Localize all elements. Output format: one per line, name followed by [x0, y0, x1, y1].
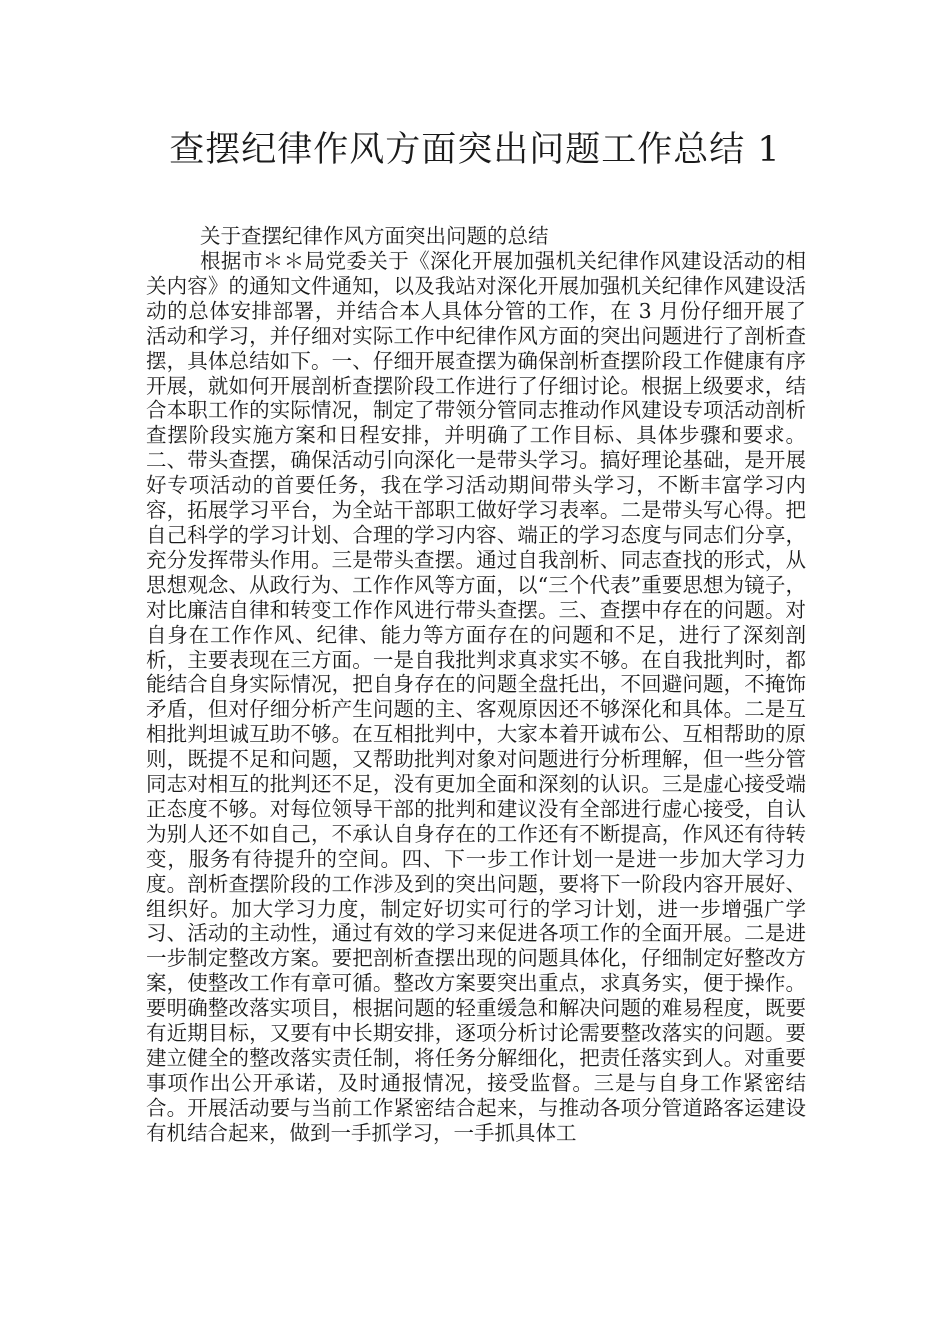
document-subtitle: 关于查摆纪律作风方面突出问题的总结 [200, 224, 549, 248]
document-body: 根据市＊＊局党委关于《深化开展加强机关纪律作风建设活动的相关内容》的通知文件通知，以及我站对深化开展加强机关纪律作风建设活动的总体安排部署，并结合本人具体分管的工作，在 3 月份仔细开展了活动和学习，并仔细对实际工作中纪律作风方面的突出问题进行了剖析查摆，具体总结如下。一、仔细开展查摆为确保剖析查摆阶段工作健康有序开展，就如何开展剖析查摆阶段工作进行了仔细讨论。根据上级要求，结合本职工作的实际情况，制定了带领分管同志推动作风建设专项活动剖析查摆阶段实施方案和日程安排，并明确了工作目标、具体步骤和要求。二、带头查摆，确保活动引向深化一是带头学习。搞好理论基础，是开展好专项活动的首要任务，我在学习活动期间带头学习，不断丰富学习内容，拓展学习平台，为全站干部职工做好学习表率。二是带头写心得。把自己科学的学习计划、合理的学习内容、端正的学习态度与同志们分享，充分发挥带头作用。三是带头查摆。通过自我剖析、同志查找的形式，从思想观念、从政行为、工作作风等方面，以“三个代表”重要思想为镜子，对比廉洁自律和转变工作作风进行带头查摆。三、查摆中存在的问题。对自身在工作作风、纪律、能力等方面存在的问题和不足，进行了深刻剖析，主要表现在三方面。一是自我批判求真求实不够。在自我批判时，都能结合自身实际情况，把自身存在的问题全盘托出，不回避问题，不掩饰矛盾，但对仔细分析产生问题的主、客观原因还不够深化和具体。二是互相批判坦诚互助不够。在互相批判中，大家本着开诚布公、互相帮助的原则，既提不足和问题，又帮助批判对象对问题进行分析理解，但一些分管同志对相互的批判还不足，没有更加全面和深刻的认识。三是虚心接受端正态度不够。对每位领导干部的批判和建议没有全部进行虚心接受，自认为别人还不如自己，不承认自身存在的工作还有不断提高，作风还有待转变，服务有待提升的空间。四、下一步工作计划一是进一步加大学习力度。剖析查摆阶段的工作涉及到的突出问题，要将下一阶段内容开展好、组织好。加大学习力度，制定好切实可行的学习计划，进一步增强广学习、活动的主动性，通过有效的学习来促进各项工作的全面开展。二是进一步制定整改方案。要把剖析查摆出现的问题具体化，仔细制定好整改方案，使整改工作有章可循。整改方案要突出重点，求真务实，便于操作。要明确整改落实项目，根据问题的轻重缓急和解决问题的难易程度，既要有近期目标，又要有中长期安排，逐项分析讨论需要整改落实的问题。要建立健全的整改落实责任制，将任务分解细化，把责任落实到人。对重要事项作出公开承诺，及时通报情况，接受监督。三是与自身工作紧密结合。开展活动要与当前工作紧密结合起来，与推动各项分管道路客运建设有机结合起来，做到一手抓学习，一手抓具体工 [146, 249, 806, 1145]
document-title: 查摆纪律作风方面突出问题工作总结 1 [169, 130, 781, 170]
